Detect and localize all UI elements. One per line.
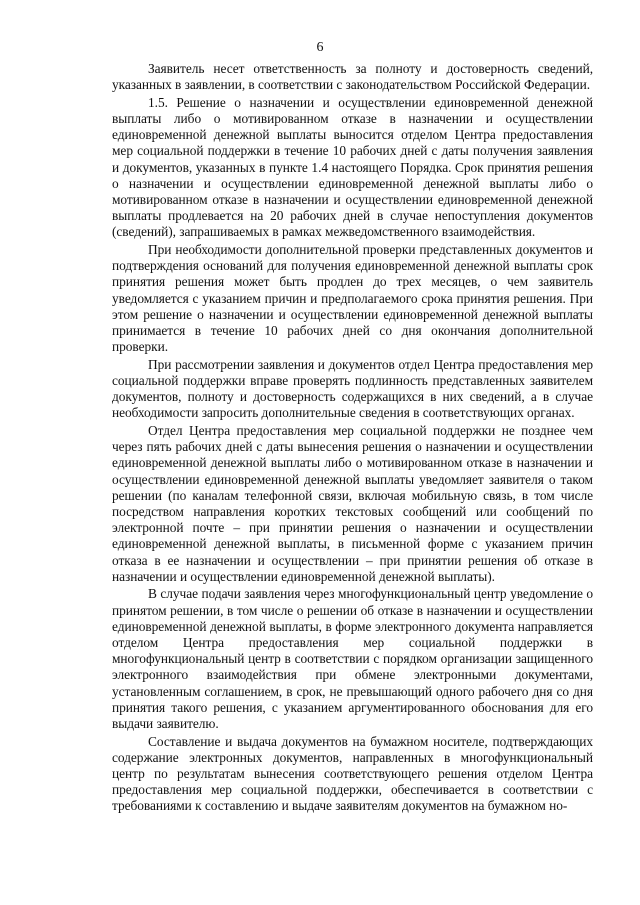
paragraph-additional-check: При необходимости дополнительной проверки представленных документов и подтверждения оснований для получения единовременной денежной выплаты срок принятия решения может быть продлен до трех месяцев, о чем заявитель уведомляется с указанием причин и предполагаемого срока принятия решения. При этом решение о назначении и осуществлении единовременной денежной выплаты принимается в течение 10 рабочих дней со дня окончания дополнительной проверки. (112, 242, 593, 355)
paragraph-document-review: При рассмотрении заявления и документов отдел Центра предоставления мер социальной поддержки вправе проверять подлинность представленных заявителем документов, полноту и достоверность содержащихся в них сведений, а в случае необходимости запросить дополнительные сведения в соответствующих органах. (112, 356, 593, 421)
paragraph-applicant-responsibility: Заявитель несет ответственность за полноту и достоверность сведений, указанных в заявлении, в соответствии с законодательством Российской Федерации. (112, 61, 593, 93)
page-number: 6 (316, 40, 324, 55)
paragraph-mfc-notification: В случае подачи заявления через многофункциональный центр уведомление о принятом решении, в том числе о решении об отказе в назначении и осуществлении единовременной денежной выплаты, в форме электронного документа направляется отделом Центра предоставления мер социальной поддержки в многофункциональный центр в соответствии с порядком организации защищенного электронного взаимодействия при обмене электронными документами, установленным соглашением, в срок, не превышающий одного рабочего дня со дня принятия такого решения, с указанием аргументированного обоснования для его выдачи заявителю. (112, 586, 593, 732)
paragraph-notification: Отдел Центра предоставления мер социальной поддержки не позднее чем через пять рабочих дней с даты вынесения решения о назначении и осуществлении единовременной денежной выплаты либо о мотивированном отказе в назначении и осуществлении единовременной денежной выплаты уведомляет заявителя о таком решении (по каналам телефонной связи, включая мобильную связь, в том числе посредством направления коротких текстовых сообщений или сообщений по электронной почте – при принятии решения о назначении и осуществлении единовременной денежной выплаты, в письменной форме с указанием причин отказа в ее назначении и осуществлении – при принятии решения об отказе в назначении и осуществлении единовременной денежной выплаты). (112, 423, 593, 584)
paragraph-1-5-decision: 1.5. Решение о назначении и осуществлении единовременной денежной выплаты либо о мотивированном отказе в назначении и осуществлении единовременной денежной выплаты выносится отделом Центра предоставления мер социальной поддержки в течение 10 рабочих дней с даты получения заявления и документов, указанных в пункте 1.4 настоящего Порядка. Срок принятия решения о назначении и осуществлении единовременной денежной выплаты либо о мотивированном отказе в назначении и осуществлении единовременной денежной выплаты продлевается на 20 рабочих дней в случае непоступления документов (сведений), запрашиваемых в рамках межведомственного взаимодействия. (112, 94, 593, 240)
document-body (112, 61, 593, 816)
paragraph-paper-documents: Составление и выдача документов на бумажном носителе, подтверждающих содержание электронных документов, направленных в многофункциональный центр по результатам вынесения соответствующего решения отделом Центра предоставления мер социальной поддержки, обеспечивается в соответствии с требованиями к составлению и выдаче заявителям документов на бумажном но- (112, 733, 593, 814)
